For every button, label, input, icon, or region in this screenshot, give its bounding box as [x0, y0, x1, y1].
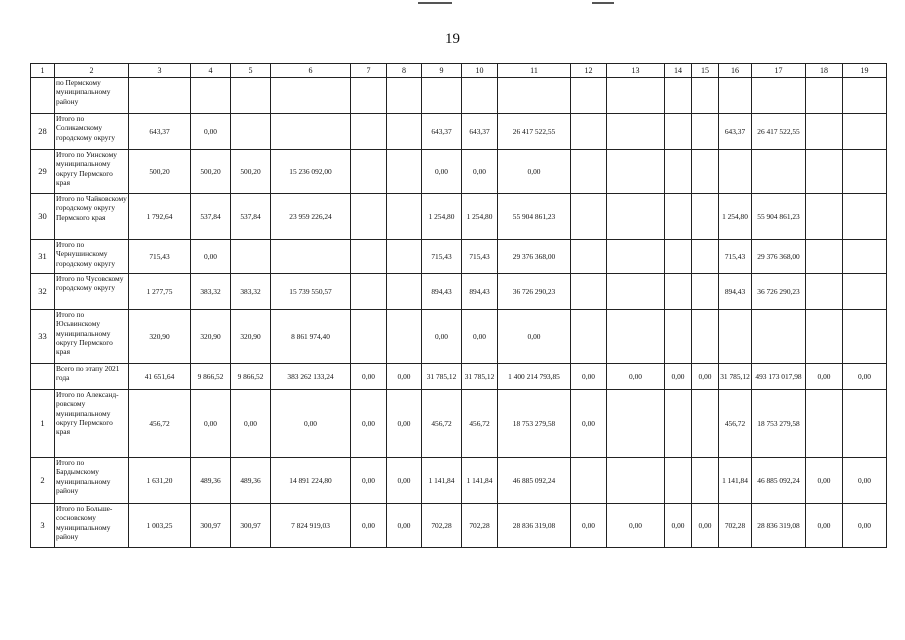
table-cell: 643,37 — [422, 114, 462, 150]
table-cell: 0,00 — [351, 458, 387, 504]
table-cell: 383,32 — [231, 274, 271, 310]
table-cell — [607, 390, 665, 458]
table-cell: 0,00 — [607, 504, 665, 548]
table-cell: 15 739 550,57 — [271, 274, 351, 310]
column-header: 6 — [271, 64, 351, 78]
table-cell: 493 173 017,98 — [752, 364, 806, 390]
table-cell: 0,00 — [498, 150, 571, 194]
table-cell: 31 785,12 — [719, 364, 752, 390]
table-cell: 489,36 — [231, 458, 271, 504]
table-cell: 55 904 861,23 — [752, 194, 806, 240]
table-cell: 500,20 — [231, 150, 271, 194]
table-cell — [271, 114, 351, 150]
table-cell — [191, 78, 231, 114]
table-cell: 1 254,80 — [422, 194, 462, 240]
table-cell — [692, 240, 719, 274]
table-cell: 643,37 — [129, 114, 191, 150]
table-row — [31, 240, 887, 274]
column-header: 11 — [498, 64, 571, 78]
table-cell: 8 861 974,40 — [271, 310, 351, 364]
table-cell: 0,00 — [387, 364, 422, 390]
table-cell — [719, 78, 752, 114]
table-cell — [271, 240, 351, 274]
column-header: 12 — [571, 64, 607, 78]
table-cell: 1 003,25 — [129, 504, 191, 548]
table-cell: 18 753 279,58 — [498, 390, 571, 458]
table-cell — [571, 150, 607, 194]
table-cell: 0,00 — [191, 240, 231, 274]
table-cell: 383 262 133,24 — [271, 364, 351, 390]
table-cell — [351, 114, 387, 150]
table-cell — [692, 458, 719, 504]
table-cell — [806, 194, 843, 240]
table-cell: 320,90 — [191, 310, 231, 364]
table-cell: 643,37 — [462, 114, 498, 150]
row-name-cell: Итого по Соликамскому городскому округу — [55, 114, 129, 150]
table-cell: 500,20 — [191, 150, 231, 194]
column-header: 4 — [191, 64, 231, 78]
row-number-cell: 30 — [31, 194, 55, 240]
table-cell — [387, 78, 422, 114]
table-cell: 0,00 — [351, 364, 387, 390]
row-name-cell: Итого по Больше-сосновскому муниципальному району — [55, 504, 129, 548]
table-cell: 1 141,84 — [422, 458, 462, 504]
table-cell — [665, 274, 692, 310]
row-number-cell — [31, 364, 55, 390]
table-cell: 0,00 — [692, 364, 719, 390]
table-cell: 1 254,80 — [462, 194, 498, 240]
table-cell — [806, 240, 843, 274]
table-cell: 0,00 — [571, 390, 607, 458]
table-cell: 500,20 — [129, 150, 191, 194]
table-cell: 26 417 522,55 — [752, 114, 806, 150]
table-cell — [351, 274, 387, 310]
table-cell: 715,43 — [719, 240, 752, 274]
table-cell — [665, 458, 692, 504]
table-cell — [271, 78, 351, 114]
table-cell — [607, 310, 665, 364]
table-cell: 0,00 — [422, 150, 462, 194]
row-number-cell: 32 — [31, 274, 55, 310]
table-cell: 46 885 092,24 — [498, 458, 571, 504]
column-header: 15 — [692, 64, 719, 78]
table-cell: 0,00 — [665, 504, 692, 548]
table-cell — [843, 114, 887, 150]
table-cell — [498, 78, 571, 114]
column-header: 9 — [422, 64, 462, 78]
table-row — [31, 274, 887, 310]
table-cell: 300,97 — [191, 504, 231, 548]
table-cell — [806, 78, 843, 114]
table-cell: 0,00 — [462, 310, 498, 364]
table-cell: 0,00 — [843, 364, 887, 390]
column-header: 2 — [55, 64, 129, 78]
table-cell — [806, 390, 843, 458]
table-cell: 702,28 — [422, 504, 462, 548]
table-cell: 0,00 — [806, 504, 843, 548]
table-cell: 31 785,12 — [422, 364, 462, 390]
table-cell — [843, 150, 887, 194]
table-cell: 1 277,75 — [129, 274, 191, 310]
table-cell — [462, 78, 498, 114]
table-cell: 36 726 290,23 — [752, 274, 806, 310]
table-cell: 28 836 319,08 — [498, 504, 571, 548]
table-cell — [351, 150, 387, 194]
column-header: 18 — [806, 64, 843, 78]
row-number-cell: 1 — [31, 390, 55, 458]
column-header: 17 — [752, 64, 806, 78]
table-cell — [692, 274, 719, 310]
table-cell: 0,00 — [806, 458, 843, 504]
row-number-cell: 28 — [31, 114, 55, 150]
table-cell — [719, 310, 752, 364]
table-cell — [665, 78, 692, 114]
row-name-cell: Итого по Чайковскому городскому округу Пермского края — [55, 194, 129, 240]
table-cell — [422, 78, 462, 114]
table-cell: 0,00 — [387, 390, 422, 458]
table-cell — [607, 274, 665, 310]
table-cell — [129, 78, 191, 114]
table-cell: 0,00 — [843, 504, 887, 548]
row-number-cell: 29 — [31, 150, 55, 194]
table-cell — [752, 310, 806, 364]
data-table — [30, 63, 887, 548]
table-cell — [692, 114, 719, 150]
table-cell: 0,00 — [498, 310, 571, 364]
table-cell: 1 141,84 — [462, 458, 498, 504]
table-row — [31, 78, 887, 114]
table-cell — [692, 150, 719, 194]
table-cell: 456,72 — [462, 390, 498, 458]
table-cell — [571, 310, 607, 364]
table-cell — [571, 458, 607, 504]
table-cell — [387, 240, 422, 274]
table-cell — [752, 78, 806, 114]
table-cell: 1 141,84 — [719, 458, 752, 504]
column-header: 19 — [843, 64, 887, 78]
table-cell — [607, 150, 665, 194]
row-number-cell: 2 — [31, 458, 55, 504]
table-cell — [351, 194, 387, 240]
table-cell: 0,00 — [387, 458, 422, 504]
table-cell — [387, 310, 422, 364]
table-row — [31, 504, 887, 548]
table-cell: 55 904 861,23 — [498, 194, 571, 240]
table-cell: 489,36 — [191, 458, 231, 504]
table-cell: 0,00 — [462, 150, 498, 194]
row-name-cell: Итого по Чернушинскому городскому округу — [55, 240, 129, 274]
table-cell — [351, 240, 387, 274]
table-cell — [843, 240, 887, 274]
top-edge-marks — [0, 0, 905, 6]
table-row — [31, 390, 887, 458]
table-cell — [387, 150, 422, 194]
table-cell: 28 836 319,08 — [752, 504, 806, 548]
table-cell: 14 891 224,80 — [271, 458, 351, 504]
column-header: 3 — [129, 64, 191, 78]
table-cell — [692, 390, 719, 458]
table-cell — [387, 114, 422, 150]
table-cell: 894,43 — [462, 274, 498, 310]
table-cell — [665, 114, 692, 150]
table-cell — [607, 114, 665, 150]
row-name-cell: по Пермскому муниципальному району — [55, 78, 129, 114]
table-cell: 702,28 — [462, 504, 498, 548]
table-cell: 0,00 — [351, 390, 387, 458]
table-cell — [571, 240, 607, 274]
table-row — [31, 194, 887, 240]
page-number: 19 — [445, 31, 460, 47]
row-number-cell: 33 — [31, 310, 55, 364]
table-cell — [231, 78, 271, 114]
table-cell — [806, 150, 843, 194]
table-cell: 715,43 — [129, 240, 191, 274]
table-cell — [351, 78, 387, 114]
table-cell: 456,72 — [422, 390, 462, 458]
row-number-cell: 31 — [31, 240, 55, 274]
table-cell: 1 792,64 — [129, 194, 191, 240]
row-name-cell: Итого по Чусовскому городскому округу — [55, 274, 129, 310]
table-cell: 0,00 — [607, 364, 665, 390]
table-cell — [665, 194, 692, 240]
row-name-cell: Итого по Александ-ровскому муниципальному округу Пермского края — [55, 390, 129, 458]
row-number-cell: 3 — [31, 504, 55, 548]
table-cell — [571, 114, 607, 150]
column-header: 16 — [719, 64, 752, 78]
table-cell: 0,00 — [387, 504, 422, 548]
table-cell — [571, 194, 607, 240]
table-cell: 320,90 — [231, 310, 271, 364]
table-cell — [806, 310, 843, 364]
table-cell: 0,00 — [351, 504, 387, 548]
row-number-cell — [31, 78, 55, 114]
table-cell — [571, 78, 607, 114]
table-cell: 715,43 — [422, 240, 462, 274]
table-cell: 537,84 — [231, 194, 271, 240]
table-row — [31, 458, 887, 504]
column-header: 7 — [351, 64, 387, 78]
table-cell: 0,00 — [665, 364, 692, 390]
table-cell: 1 631,20 — [129, 458, 191, 504]
table-cell: 0,00 — [191, 114, 231, 150]
table-cell — [571, 274, 607, 310]
table-cell — [752, 150, 806, 194]
table-row — [31, 364, 887, 390]
table-cell: 36 726 290,23 — [498, 274, 571, 310]
table-cell: 383,32 — [191, 274, 231, 310]
column-header: 5 — [231, 64, 271, 78]
table-cell: 702,28 — [719, 504, 752, 548]
table-cell: 0,00 — [271, 390, 351, 458]
table-cell — [665, 240, 692, 274]
table-cell — [607, 458, 665, 504]
table-cell: 15 236 092,00 — [271, 150, 351, 194]
table-cell — [692, 194, 719, 240]
table-cell: 31 785,12 — [462, 364, 498, 390]
table-cell: 7 824 919,03 — [271, 504, 351, 548]
table-cell: 894,43 — [719, 274, 752, 310]
table-cell: 715,43 — [462, 240, 498, 274]
row-name-cell: Всего по этапу 2021 года — [55, 364, 129, 390]
table-cell — [843, 310, 887, 364]
table-cell: 643,37 — [719, 114, 752, 150]
table-cell — [806, 114, 843, 150]
table-cell — [607, 78, 665, 114]
table-cell: 46 885 092,24 — [752, 458, 806, 504]
table-cell — [351, 310, 387, 364]
table-cell: 894,43 — [422, 274, 462, 310]
table-cell: 23 959 226,24 — [271, 194, 351, 240]
table-cell: 9 866,52 — [191, 364, 231, 390]
table-cell: 0,00 — [571, 504, 607, 548]
table-row — [31, 114, 887, 150]
column-header: 1 — [31, 64, 55, 78]
table-cell — [665, 150, 692, 194]
table-cell: 456,72 — [129, 390, 191, 458]
column-header: 14 — [665, 64, 692, 78]
table-cell: 0,00 — [843, 458, 887, 504]
table-cell — [387, 274, 422, 310]
table-row — [31, 310, 887, 364]
table-cell: 18 753 279,58 — [752, 390, 806, 458]
table-cell: 26 417 522,55 — [498, 114, 571, 150]
table-cell: 0,00 — [231, 390, 271, 458]
table-cell — [806, 274, 843, 310]
table-cell: 0,00 — [422, 310, 462, 364]
table-cell — [719, 150, 752, 194]
table-cell: 537,84 — [191, 194, 231, 240]
table-cell — [665, 390, 692, 458]
column-header: 10 — [462, 64, 498, 78]
table-cell: 1 254,80 — [719, 194, 752, 240]
table-cell: 456,72 — [719, 390, 752, 458]
table-cell: 0,00 — [191, 390, 231, 458]
table-cell — [607, 194, 665, 240]
table-cell: 29 376 368,00 — [498, 240, 571, 274]
table-cell — [843, 194, 887, 240]
column-header: 13 — [607, 64, 665, 78]
row-name-cell: Итого по Уинскому муниципальному округу Пермского края — [55, 150, 129, 194]
table-cell: 300,97 — [231, 504, 271, 548]
table-row — [31, 150, 887, 194]
table-cell: 1 400 214 793,85 — [498, 364, 571, 390]
table-cell — [231, 240, 271, 274]
table-cell: 9 866,52 — [231, 364, 271, 390]
row-name-cell: Итого по Юсьвинскому муниципальному округу Пермского края — [55, 310, 129, 364]
table-cell — [692, 310, 719, 364]
header-row — [31, 64, 887, 78]
table-cell — [607, 240, 665, 274]
table-cell: 29 376 368,00 — [752, 240, 806, 274]
row-name-cell: Итого по Бардымскому муниципальному району — [55, 458, 129, 504]
table-cell — [843, 78, 887, 114]
table-cell — [843, 390, 887, 458]
table-cell — [692, 78, 719, 114]
table-cell: 320,90 — [129, 310, 191, 364]
table-cell — [387, 194, 422, 240]
table-cell — [665, 310, 692, 364]
table-cell — [843, 274, 887, 310]
table-cell: 0,00 — [571, 364, 607, 390]
table-cell: 0,00 — [692, 504, 719, 548]
table-cell — [231, 114, 271, 150]
column-header: 8 — [387, 64, 422, 78]
table-cell: 0,00 — [806, 364, 843, 390]
table-cell: 41 651,64 — [129, 364, 191, 390]
